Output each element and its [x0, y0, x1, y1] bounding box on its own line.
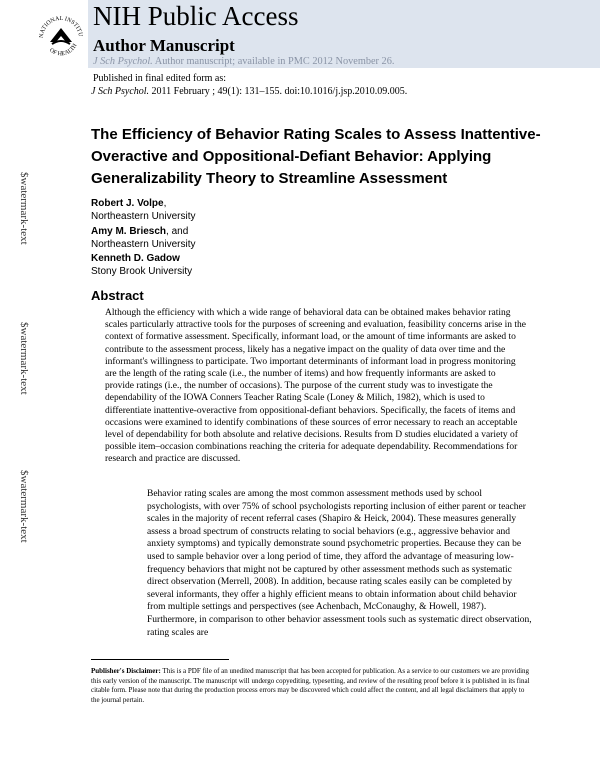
nih-logo: [36, 4, 86, 68]
author-2: Amy M. Briesch, and Northeastern University: [91, 226, 196, 250]
availability-journal: J Sch Psychol.: [93, 56, 153, 67]
citation-journal: J Sch Psychol.: [91, 86, 150, 97]
watermark-3: $watermark-text: [18, 470, 30, 543]
abstract-heading: Abstract: [91, 288, 144, 303]
author-name: Kenneth D. Gadow: [91, 253, 180, 264]
publisher-disclaimer: [91, 667, 531, 705]
author-affiliation: Northeastern University: [91, 239, 196, 250]
author-name: Robert J. Volpe: [91, 198, 164, 209]
logo-text-top: NATIONAL INSTITU: [38, 15, 84, 39]
citation-details: 2011 February ; 49(1): 131–155. doi:10.1016/j.jsp.2010.09.005.: [149, 86, 408, 97]
availability-text: Author manuscript; available in PMC 2012 November 26.: [152, 56, 395, 67]
author-1: Robert J. Volpe, Northeastern University: [91, 198, 196, 222]
footnote-divider: [91, 659, 229, 660]
published-in-label: Published in final edited form as:: [93, 73, 227, 84]
disclaimer-label: Publisher's Disclaimer:: [91, 667, 161, 675]
watermark-1: $watermark-text: [18, 172, 30, 245]
author-affiliation: Northeastern University: [91, 211, 196, 222]
logo-text-bottom: OF HEALTH: [48, 42, 79, 58]
disclaimer-text: This is a PDF file of an unedited manuscript that has been accepted for publication. As a service to our customers we are providing this early version of the manuscript. The manuscript will undergo copyediting, typesetting, and review of the resulting proof before it is published in its final citable form. Please note that during the production process errors may be discovered which could affect the content, and all legal disclaimers that apply to the journal pertain.: [91, 667, 530, 704]
abstract-text: Although the efficiency with which a wide range of behavioral data can be obtained makes behavior rating scales particularly attractive tools for the purposes of screening and evaluation, feasibility concerns arise in the context of formative assessment. Specifically, informant load, or the amount of time informants are asked to contribute to the assessment process, likely has a negative impact on the quality of data over time and the informant's willingness to participate. Two important determinants of informant load in progress monitoring are the length of the rating scale (i.e., the number of items) and how frequently informants are asked to provide ratings (i.e., the number of occasions). The purpose of the current study was to investigate the dependability of the IOWA Conners Teacher Rating Scale (Loney & Milich, 1982), which is used to differentiate inattentive-overactive from oppositional-defiant behaviors. Specifically, the facets of items and occasions were examined to identify combinations of these sources of error necessary to reach an acceptable level of dependability for both absolute and relative decisions. Results from D studies elucidated a variety of possible item–occasion combinations reaching the criteria for adequate dependability. Recommendations for research and practice are discussed.: [105, 308, 527, 465]
author-3: [91, 252, 192, 278]
body-paragraph: Behavior rating scales are among the most common assessment methods used by school psychologists, with over 75% of school psychologists reporting inclusion of either parent or teacher scales in the majority of recent referral cases (Shapiro & Heick, 2004). These measures generally assess a broad spectrum of constructs relating to social behaviors (e.g., aggressive behavior and anxiety symptoms) and typically demonstrate sound psychometric properties. Because they can be used to sample behavior over a long period of time, they afford the advantage of measuring low-frequency behaviors that might not be captured by other assessment methods such as systematic direct observation (Merrell, 2008). In addition, because rating scales easily can be completed by several informants, they offer a highly efficient means to obtain information about child behavior from multiple settings and perspectives (see Achenbach, McConaughy, & Howell, 1987). Furthermore, in comparison to other behavior assessment tools such as systematic direct observation, rating scales are: [147, 489, 532, 638]
watermark-2: $watermark-text: [18, 322, 30, 395]
header-title: NIH Public Access: [93, 1, 299, 31]
availability-line: [93, 56, 394, 67]
citation-line: [91, 86, 407, 97]
author-name: Amy M. Briesch: [91, 226, 167, 237]
header-subtitle: Author Manuscript: [93, 36, 235, 55]
article-title: The Efficiency of Behavior Rating Scales to Assess Inattentive-Overactive and Oppositional-Defiant Behavior: Applying Generalizability Theory to Streamline Assessment: [91, 126, 541, 187]
author-affiliation: Stony Brook University: [91, 266, 193, 277]
